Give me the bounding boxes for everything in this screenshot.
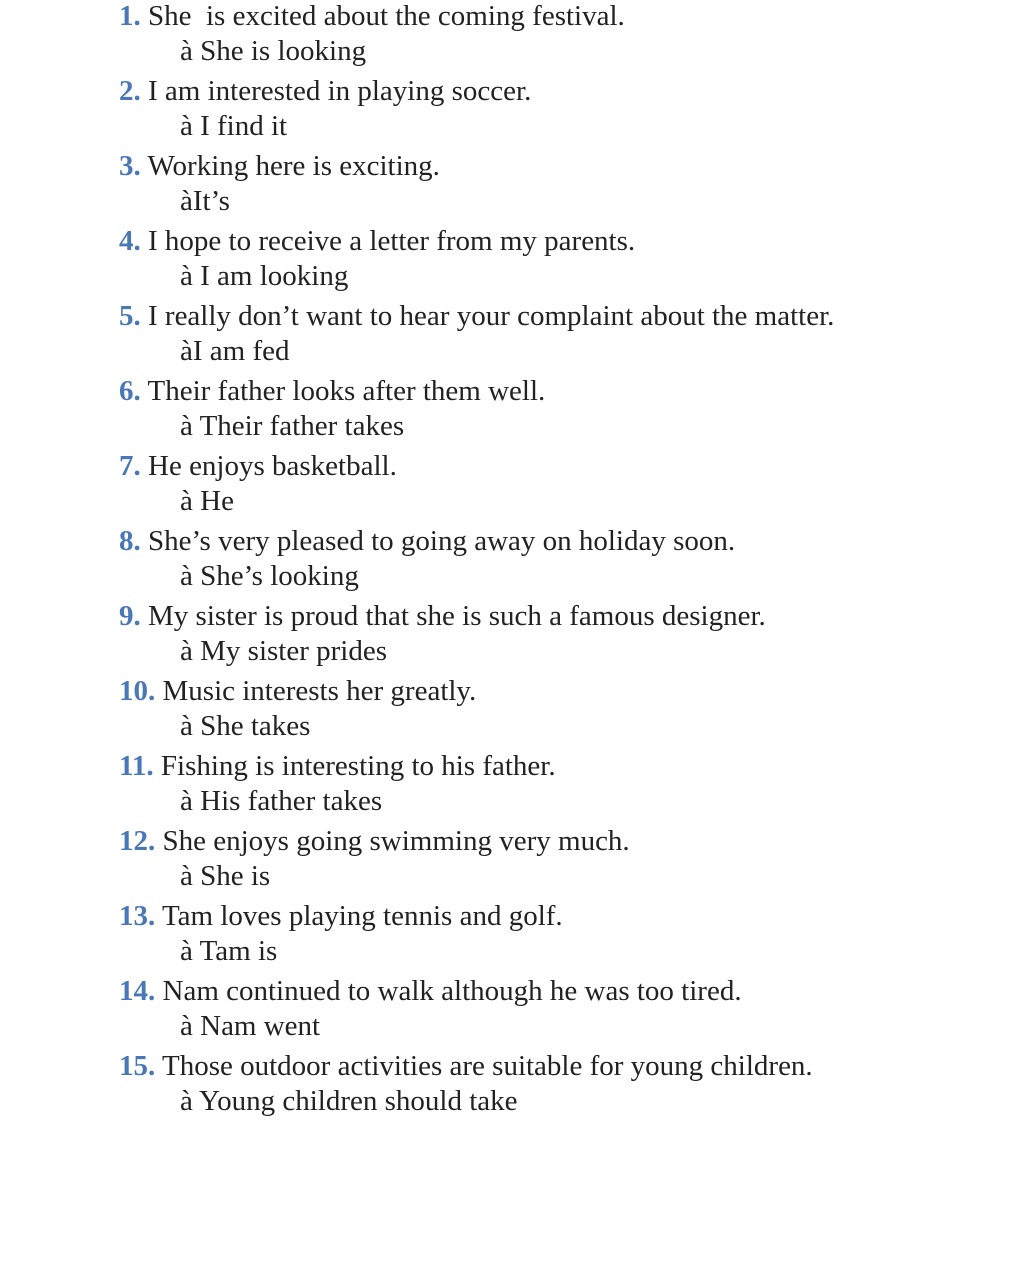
exercise-rewrite-prompt: àI am fed	[180, 335, 290, 367]
exercise-number: 11.	[119, 750, 154, 782]
exercise-item-10	[0, 675, 1024, 750]
exercise-sentence	[119, 297, 834, 335]
exercise-text: Fishing is interesting to his father.	[160, 750, 556, 782]
exercise-sentence	[119, 0, 625, 35]
exercise-item-2	[0, 75, 1024, 150]
exercise-rewrite-prompt: à Nam went	[180, 1010, 321, 1042]
exercise-text: Working here is exciting.	[147, 150, 440, 182]
exercise-number: 1.	[119, 0, 141, 32]
exercise-number: 10.	[119, 675, 156, 707]
exercise-sentence	[119, 672, 476, 710]
exercise-text: She is excited about the coming festival.	[148, 0, 625, 32]
exercise-text: I really don’t want to hear your complaint about the matter.	[148, 300, 835, 332]
exercise-number: 2.	[119, 75, 141, 107]
exercise-number: 4.	[119, 225, 141, 257]
exercise-rewrite-prompt: à She’s looking	[180, 560, 359, 592]
exercise-rewrite-prompt: à I am looking	[180, 260, 349, 292]
exercise-sentence	[119, 147, 440, 185]
exercise-rewrite-prompt: à Tam is	[180, 935, 278, 967]
exercise-rewrite-prompt: à Young children should take	[180, 1085, 518, 1117]
exercise-rewrite-prompt: à His father takes	[180, 785, 383, 817]
exercise-rewrite-prompt: à He	[180, 485, 234, 517]
exercise-item-14	[0, 975, 1024, 1050]
exercise-sentence	[119, 1047, 813, 1085]
exercise-sentence	[119, 222, 635, 260]
exercise-text: I hope to receive a letter from my parents.	[148, 225, 636, 257]
exercise-text: Nam continued to walk although he was too tired.	[162, 975, 742, 1007]
exercise-item-8	[0, 525, 1024, 600]
exercise-text: He enjoys basketball.	[148, 450, 397, 482]
exercise-rewrite-prompt: àIt’s	[180, 185, 230, 217]
exercise-sentence	[119, 747, 556, 785]
exercise-text: She enjoys going swimming very much.	[162, 825, 630, 857]
exercise-item-4	[0, 225, 1024, 300]
exercise-text: She’s very pleased to going away on holiday soon.	[148, 525, 736, 557]
exercise-item-12	[0, 825, 1024, 900]
exercise-sentence	[119, 447, 397, 485]
exercise-text: Those outdoor activities are suitable for young children.	[161, 1050, 813, 1082]
exercise-number: 9.	[119, 600, 141, 632]
exercise-item-6	[0, 375, 1024, 450]
exercise-sentence	[119, 597, 766, 635]
exercise-rewrite-prompt: à I find it	[180, 110, 288, 142]
exercise-item-1	[0, 0, 1024, 75]
exercise-rewrite-prompt: à She is looking	[180, 35, 367, 67]
exercise-item-5	[0, 300, 1024, 375]
exercise-number: 3.	[119, 150, 141, 182]
exercise-number: 7.	[119, 450, 141, 482]
exercise-text: I am interested in playing soccer.	[148, 75, 532, 107]
exercise-text: Music interests her greatly.	[162, 675, 477, 707]
exercise-item-3	[0, 150, 1024, 225]
exercise-text: Their father looks after them well.	[147, 375, 546, 407]
exercise-sentence	[119, 897, 563, 935]
exercise-item-11	[0, 750, 1024, 825]
exercise-number: 13.	[119, 900, 156, 932]
exercise-number: 14.	[119, 975, 156, 1007]
exercise-number: 6.	[119, 375, 141, 407]
exercise-rewrite-prompt: à She takes	[180, 710, 311, 742]
exercise-rewrite-prompt: à Their father takes	[180, 410, 405, 442]
exercise-sentence	[119, 372, 545, 410]
exercise-sentence	[119, 522, 735, 560]
exercise-number: 12.	[119, 825, 156, 857]
exercise-item-15	[0, 1050, 1024, 1125]
exercise-number: 15.	[119, 1050, 156, 1082]
exercise-number: 5.	[119, 300, 141, 332]
exercise-rewrite-prompt: à My sister prides	[180, 635, 387, 667]
exercise-item-13	[0, 900, 1024, 975]
exercise-sentence	[119, 972, 742, 1010]
exercise-text: My sister is proud that she is such a famous designer.	[148, 600, 766, 632]
exercise-sentence	[119, 72, 531, 110]
exercise-text: Tam loves playing tennis and golf.	[161, 900, 563, 932]
exercise-item-7	[0, 450, 1024, 525]
exercise-sentence	[119, 822, 630, 860]
exercise-number: 8.	[119, 525, 141, 557]
exercise-item-9	[0, 600, 1024, 675]
exercise-rewrite-prompt: à She is	[180, 860, 271, 892]
